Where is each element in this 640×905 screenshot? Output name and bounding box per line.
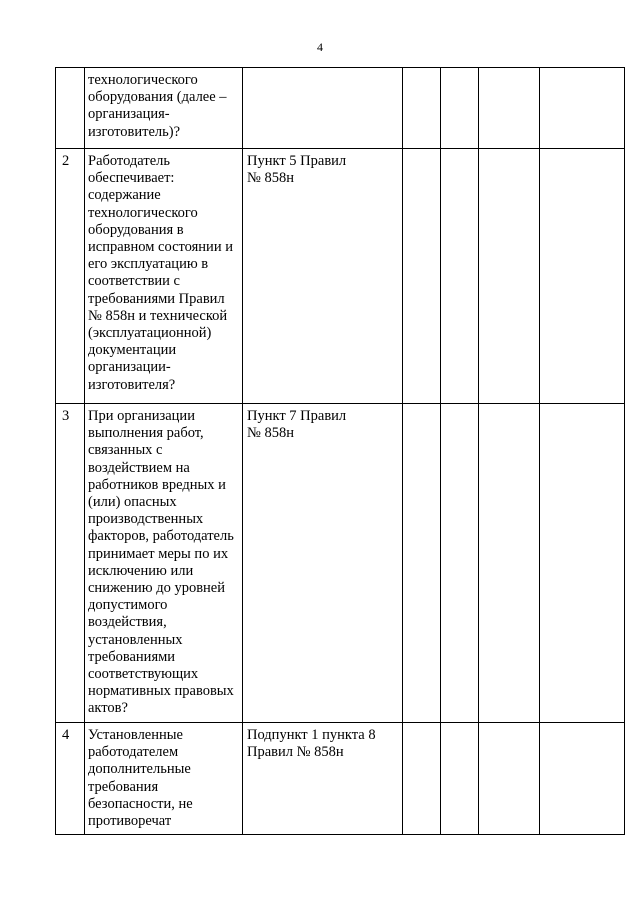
note-cell [540, 149, 625, 404]
answer-no-cell [441, 723, 479, 835]
answer-yes-cell [403, 68, 441, 149]
note-cell [540, 68, 625, 149]
note-cell [540, 723, 625, 835]
answer-yes-cell [403, 723, 441, 835]
reference-cell: Пункт 5 Правил № 858н [243, 149, 403, 404]
row-number [56, 68, 85, 149]
table-row [56, 149, 625, 404]
answer-no-cell [441, 149, 479, 404]
question-cell: При организации выполнения работ, связанных с воздействием на работников вредных и (или) опасных производственных факторов, работодатель принимает меры по их исключению или снижению до уровней допустимого воздействия, установленных требованиями соответствующих нормативных правовых актов? [85, 404, 243, 723]
checklist-table [55, 67, 625, 835]
question-cell: Работодатель обеспечивает: содержание технологического оборудования в исправном состоянии и его эксплуатацию в соответствии с требованиями Правил № 858н и технической (эксплуатационной) документации организации- изготовителя? [85, 149, 243, 404]
answer-na-cell [479, 723, 540, 835]
question-cell: Установленные работодателем дополнительные требования безопасности, не противоречат [85, 723, 243, 835]
reference-cell: Пункт 7 Правил № 858н [243, 404, 403, 723]
table-row [56, 68, 625, 149]
answer-na-cell [479, 404, 540, 723]
page-number: 4 [317, 40, 323, 54]
note-cell [540, 404, 625, 723]
answer-na-cell [479, 68, 540, 149]
reference-cell [243, 68, 403, 149]
row-number: 3 [56, 404, 85, 723]
answer-no-cell [441, 404, 479, 723]
question-cell: технологического оборудования (далее – организация- изготовитель)? [85, 68, 243, 149]
table-row [56, 723, 625, 835]
row-number: 4 [56, 723, 85, 835]
answer-no-cell [441, 68, 479, 149]
row-number: 2 [56, 149, 85, 404]
answer-yes-cell [403, 149, 441, 404]
answer-yes-cell [403, 404, 441, 723]
reference-cell: Подпункт 1 пункта 8 Правил № 858н [243, 723, 403, 835]
answer-na-cell [479, 149, 540, 404]
table-row [56, 404, 625, 723]
